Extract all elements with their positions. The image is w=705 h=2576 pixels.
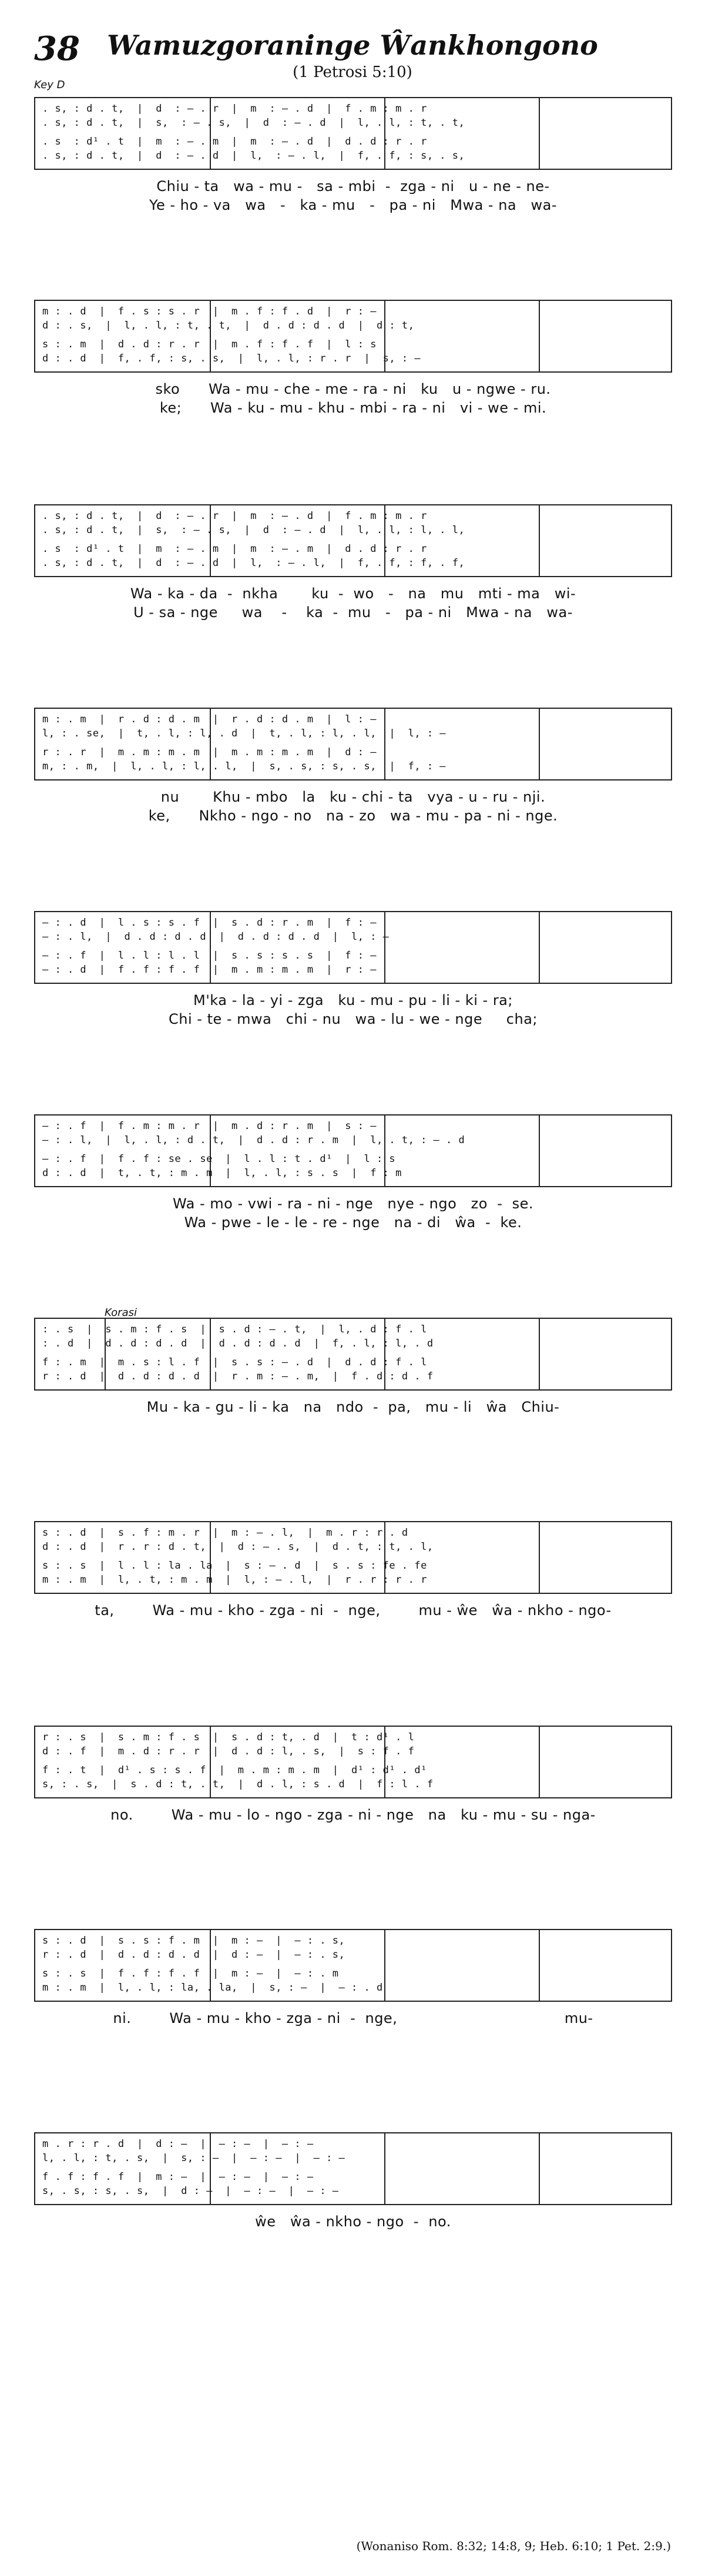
solfa-part-line: d : . s, | l, . l, : t, . t, | d . d : d . d | d : t, [42,320,415,331]
solfa-part-line: — : . d | f . f : f . f | m . m : m . m | r : — [42,964,377,976]
hymn-title: Wamuzgoraninge Ŵankhongono [107,29,598,61]
solfa-part-line: s : . d | s . f : m . r | m : – . l, | m . r : r . d [42,1527,408,1539]
staff-system [34,1929,672,2002]
lyric-line: sko Wa - mu - che - me - ra - ni ku u - ngwe - ru. [155,381,551,397]
lyric-line: ke; Wa - ku - mu - khu - mbi - ra - ni vi - we - mi. [159,400,547,416]
solfa-part-line: . s : d¹ . t | m : – . m | m : – . d | d . d : r . r [42,136,427,148]
lyric-line: Chi - te - mwa chi - nu wa - lu - we - nge cha; [169,1011,538,1027]
solfa-parts [42,1527,664,1588]
solfa-parts [42,1324,664,1385]
solfa-part-line: f : . t | d¹ . s : s . f | m . m : m . m | d¹ : d¹ . d¹ [42,1764,427,1776]
solfa-part-line: — : . f | l . l : l . l | s . s : s . s | f : — [42,950,377,962]
solfa-part-line: . s, : d . t, | s, : – . s, | d : – . d | l, . l, : l, . l, [42,524,465,536]
key-signature: Key D [34,79,65,91]
solfa-part-line: m : . m | l, . l, : la, . la, | s, : — | — : . d [42,1982,383,1994]
lyrics-block [34,1398,672,1416]
chorus-label: Korasi [105,1307,137,1319]
staff-system [34,300,672,373]
solfa-part-line: m : . m | r . d : d . m | r . d : d . m | l : — [42,713,377,725]
lyric-line: ni. Wa - mu - kho - zga - ni - nge, mu- [113,2010,593,2026]
lyric-line: Wa - ka - da - nkha ku - wo - na mu mti - ma wi- [130,585,576,602]
staff-system [34,1521,672,1594]
solfa-part-line: . s, : d . t, | d : – . d | l, : – . l, | f, . f, : s, . s, [42,150,465,162]
solfa-part-line: r : . r | m . m : m . m | m . m : m . m | d : — [42,746,377,758]
lyric-line: Chiu - ta wa - mu - sa - mbi - zga - ni u - ne - ne- [156,178,550,195]
solfa-part-line: f : . m | m . s : l . f | s . s : – . d | d . d : f . l [42,1356,427,1368]
staff-system [34,911,672,984]
solfa-part-line: l, : . se, | t, . l, : l, . d | t, . l, : l, . l, | l, : — [42,728,446,739]
solfa-part-line: . s : d¹ . t | m : – . m | m : – . m | d . d : r . r [42,543,427,555]
staff-system [34,708,672,780]
solfa-part-line: : . d | d . d : d . d | d . d : d . d | f, . l, : l, . d [42,1338,434,1349]
lyric-line: U - sa - nge wa - ka - mu - pa - ni Mwa - na wa- [133,604,573,621]
solfa-part-line: d : . f | m . d : r . r | d . d : l, . s, | s : f . f [42,1746,415,1757]
solfa-part-line: r : . s | s . m : f . s | s . d : t, . d | t : d¹ . l [42,1731,415,1743]
lyrics-block [34,1601,672,1620]
solfa-part-line: d : . d | r . r : d . t, | d : – . s, | d . t, : t, . l, [42,1541,434,1553]
lyric-line: M'ka - la - yi - zga ku - mu - pu - li - ki - ra; [193,992,513,1009]
solfa-part-line: l, . l, : t, . s, | s, : — | — : — | — : — [42,2152,345,2164]
lyrics-block [34,177,672,215]
solfa-part-line: s, . s, : s, . s, | d : — | — : — | — : — [42,2185,339,2197]
lyric-line: Wa - mo - vwi - ra - ni - nge nye - ngo zo - se. [172,1195,534,1212]
solfa-part-line: m . r : r . d | d : — | — : — | — : — [42,2138,314,2150]
lyric-line: ŵe ŵa - nkho - ngo - no. [255,2213,451,2230]
solfa-parts [42,510,664,571]
solfa-part-line: . s, : d . t, | d : – . d | l, : – . l, | f, . f, : f, . f, [42,557,465,569]
lyrics-block [34,1805,672,1824]
lyrics-block [34,991,672,1029]
solfa-part-line: d : . d | t, . t, : m . m | l, . l, : s . s | f : m [42,1167,402,1179]
solfa-part-line: s : . m | d . d : r . r | m . f : f . f | l : s [42,339,377,350]
lyric-line: nu Khu - mbo la ku - chi - ta vya - u - ru - nji. [160,789,546,805]
solfa-parts [42,2138,664,2199]
solfa-part-line: f . f : f . f | m : — | — : — | — : — [42,2171,314,2183]
lyric-line: no. Wa - mu - lo - ngo - zga - ni - nge na ku - mu - su - nga- [110,1807,596,1823]
scripture-reference: (1 Petrosi 5:10) [293,63,412,81]
solfa-parts [42,713,664,775]
solfa-part-line: s : . d | s . s : f . m | m : — | — : . s, [42,1935,345,1947]
lyric-line: ta, Wa - mu - kho - zga - ni - nge, mu - ŵe ŵa - nkho - ngo- [95,1602,612,1619]
solfa-part-line: r : . d | d . d : d . d | r . m : – . m, | f . d : d . f [42,1371,434,1382]
solfa-part-line: . s, : d . t, | d : – . r | m : – . d | f . m : m . r [42,510,427,522]
solfa-part-line: r : . d | d . d : d . d | d : — | — : . s, [42,1949,345,1961]
solfa-parts [42,1731,664,1793]
solfa-part-line: m : . m | l, . t, : m . m | l, : – . l, | r . r : r . r [42,1574,427,1586]
solfa-part-line: m : . d | f . s : s . r | m . f : f . d | r : — [42,306,377,317]
solfa-part-line: s, : . s, | s . d : t, . t, | d . l, : s . d | f : l . f [42,1778,434,1790]
solfa-part-line: : . s | s . m : f . s | s . d : – . t, | l, . d : f . l [42,1324,427,1335]
solfa-part-line: — : . f | f . f : se . se | l . l : t . d¹ | l : s [42,1153,396,1165]
solfa-part-line: — : . l, | l, . l, : d . t, | d . d : r . m | l, . t, : – . d [42,1134,465,1146]
lyric-line: Ye - ho - va wa - ka - mu - pa - ni Mwa - na wa- [149,197,558,213]
staff-system [34,2132,672,2205]
lyric-line: Wa - pwe - le - le - re - nge na - di ŵa - ke. [184,1214,522,1231]
solfa-part-line: . s, : d . t, | s, : – . s, | d : – . d | l, . l, : t, . t, [42,117,465,129]
staff-system [34,504,672,577]
lyrics-block [34,1194,672,1232]
staff-system [34,1114,672,1187]
solfa-part-line: . s, : d . t, | d : – . r | m : – . d | f . m : m . r [42,103,427,115]
solfa-parts [42,1935,664,1996]
solfa-parts [42,306,664,367]
lyrics-block [34,788,672,825]
staff-system [34,97,672,170]
solfa-part-line: — : . f | f . m : m . r | m . d : r . m | s : — [42,1120,377,1132]
lyrics-block [34,584,672,622]
solfa-parts [42,917,664,978]
lyrics-block [34,2212,672,2231]
lyric-line: Mu - ka - gu - li - ka na ndo - pa, mu - li ŵa Chiu- [146,1399,560,1415]
solfa-part-line: s : . s | f . f : f . f | m : — | — : . m [42,1968,339,1979]
solfa-part-line: d : . d | f, . f, : s, . s, | l, . l, : r . r | s, : — [42,353,421,364]
staff-system [34,1318,672,1391]
solfa-parts [42,103,664,164]
footer-references: (Wonaniso Rom. 8:32; 14:8, 9; Heb. 6:10; 1 Pet. 2:9.) [356,2539,671,2553]
solfa-parts [42,1120,664,1181]
lyrics-block [34,2009,672,2028]
lyrics-block [34,380,672,417]
lyric-line: ke, Nkho - ngo - no na - zo wa - mu - pa - ni - nge. [148,808,558,824]
solfa-part-line: s : . s | l . l : la . la | s : – . d | s . s : fe . fe [42,1560,427,1572]
solfa-part-line: — : . d | l . s : s . f | s . d : r . m | f : — [42,917,377,929]
solfa-part-line: — : . l, | d . d : d . d | d . d : d . d | l, : — [42,931,390,943]
solfa-part-line: m, : . m, | l, . l, : l, . l, | s, . s, : s, . s, | f, : — [42,761,446,772]
staff-system [34,1726,672,1798]
hymn-number: 38 [34,29,80,68]
